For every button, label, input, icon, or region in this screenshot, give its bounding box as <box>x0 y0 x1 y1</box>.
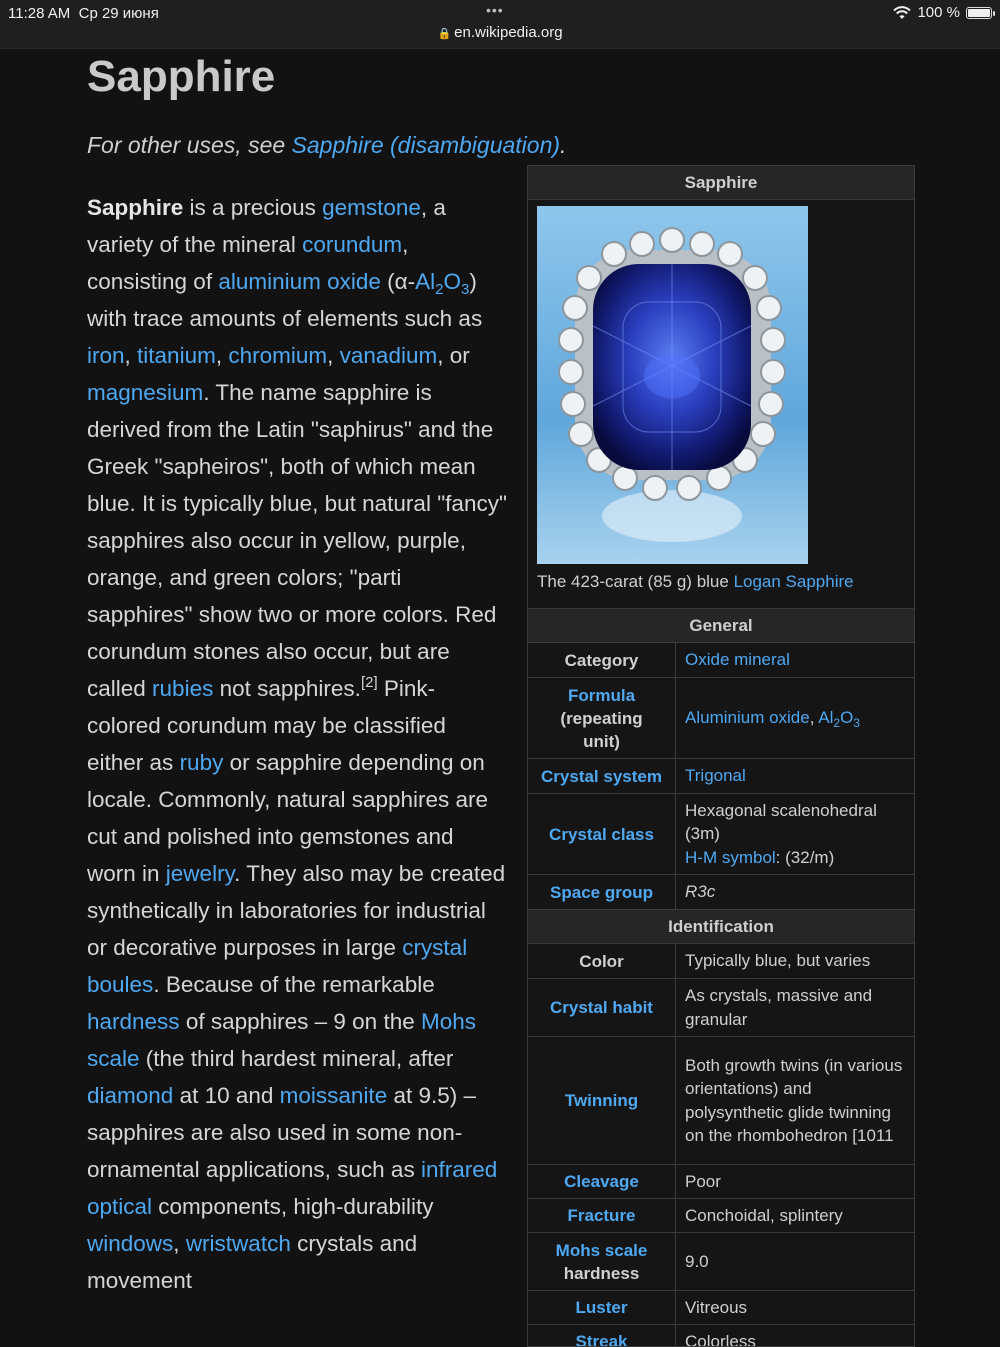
link-vanadium[interactable]: vanadium <box>339 343 438 368</box>
address-bar[interactable] <box>0 24 1000 41</box>
battery-icon <box>966 7 992 19</box>
logan-sapphire-image[interactable] <box>537 206 808 564</box>
link-trigonal[interactable]: Trigonal <box>685 766 746 786</box>
link-gemstone[interactable]: gemstone <box>322 195 421 220</box>
link-al2o3[interactable]: $Al_2O_3$ <box>818 708 860 731</box>
row-fracture <box>528 1199 914 1233</box>
row-cleavage <box>528 1165 914 1199</box>
link-mohs-scale[interactable]: Mohs scale <box>87 1009 477 1071</box>
link-windows[interactable]: windows <box>87 1231 174 1256</box>
status-bar <box>0 0 1000 49</box>
link-chromium[interactable]: chromium <box>228 343 328 368</box>
row-crystal-class: Crystal class Hexagonal scalenohedral (3m) H-M symbol: (32/m) <box>528 794 914 875</box>
link-magnesium[interactable]: magnesium <box>87 380 204 405</box>
link-moissanite[interactable]: moissanite <box>279 1083 388 1108</box>
lock-icon: 🔒 <box>437 28 452 40</box>
cleavage-value: Poor <box>685 1171 721 1191</box>
link-infrared-optical[interactable]: infrared optical <box>87 1157 498 1219</box>
image-caption: The 423-carat (85 g) blue Logan Sapphire <box>537 572 854 591</box>
row-luster <box>528 1291 914 1325</box>
streak-value: Colorless <box>685 1331 756 1347</box>
link-aluminium-oxide-infobox[interactable]: Aluminium oxide <box>685 708 810 728</box>
label-mohs-hardness: Mohs scale hardness <box>528 1233 676 1290</box>
link-iron[interactable]: iron <box>87 343 125 368</box>
link-aluminium-oxide[interactable]: aluminium oxide <box>218 269 381 294</box>
label-category: Category <box>528 643 676 677</box>
section-identification: Identification <box>528 910 914 944</box>
row-crystal-habit <box>528 979 914 1037</box>
row-crystal-system <box>528 759 914 794</box>
status-time: 11:28 AM Ср 29 июня <box>8 5 159 22</box>
disambiguation-link[interactable]: Sapphire (disambiguation) <box>291 132 561 158</box>
twinning-value: Both growth twins (in various orientations) and polysynthetic glide twinning on the rhombohedron [1011 <box>685 1055 903 1145</box>
link-diamond[interactable]: diamond <box>87 1083 174 1108</box>
url-text: en.wikipedia.org <box>454 24 563 41</box>
crystal-habit-value: As crystals, massive and granular <box>685 986 873 1029</box>
link-hm-symbol[interactable]: H-M symbol <box>685 847 776 867</box>
wifi-icon <box>893 6 911 20</box>
link-titanium[interactable]: titanium <box>137 343 216 368</box>
label-crystal-habit[interactable]: Crystal habit <box>528 979 676 1036</box>
label-space-group[interactable]: Space group <box>528 875 676 909</box>
fracture-value: Conchoidal, splintery <box>685 1205 843 1225</box>
infobox <box>527 165 915 1347</box>
label-cleavage[interactable]: Cleavage <box>528 1165 676 1198</box>
link-oxide-mineral[interactable]: Oxide mineral <box>685 650 790 670</box>
page-title: Sapphire <box>87 52 276 101</box>
row-color <box>528 944 914 979</box>
row-mohs-hardness <box>528 1233 914 1291</box>
color-value: Typically blue, but varies <box>685 951 871 971</box>
link-rubies[interactable]: rubies <box>152 676 214 701</box>
row-streak <box>528 1325 914 1347</box>
infobox-image-cell <box>528 200 914 609</box>
battery-percent: 100 % <box>917 4 960 21</box>
luster-value: Vitreous <box>685 1297 748 1317</box>
row-formula: Formula (repeating unit) Aluminium oxide, $Al_2O_3$ <box>528 678 914 759</box>
link-formula[interactable]: $Al_2O_3$ <box>415 269 470 298</box>
infobox-title: Sapphire <box>528 166 914 200</box>
reference-2[interactable]: [2] <box>360 674 378 691</box>
mohs-value: 9.0 <box>685 1251 709 1271</box>
label-twinning[interactable]: Twinning <box>528 1037 676 1164</box>
link-jewelry[interactable]: jewelry <box>165 861 235 886</box>
label-streak[interactable]: Streak <box>528 1325 676 1347</box>
label-luster[interactable]: Luster <box>528 1291 676 1324</box>
row-twinning <box>528 1037 914 1165</box>
link-formula-label[interactable]: Formula <box>567 685 636 705</box>
link-logan-sapphire[interactable]: Logan Sapphire <box>733 572 854 591</box>
link-hardness[interactable]: hardness <box>87 1009 180 1034</box>
label-color: Color <box>528 944 676 978</box>
link-mohs-scale-label[interactable]: Mohs scale <box>555 1240 648 1260</box>
link-ruby[interactable]: ruby <box>179 750 224 775</box>
label-crystal-system[interactable]: Crystal system <box>528 759 676 793</box>
label-crystal-class[interactable]: Crystal class <box>528 794 676 874</box>
label-formula: Formula (repeating unit) <box>528 678 676 758</box>
hatnote: For other uses, see Sapphire (disambiguation). <box>87 132 567 158</box>
link-corundum[interactable]: corundum <box>302 232 403 257</box>
row-category <box>528 643 914 678</box>
label-fracture[interactable]: Fracture <box>528 1199 676 1232</box>
article-paragraph: Sapphire is a precious gemstone, a variety of the mineral corundum, consisting of aluminium oxide $(\alpha-Al_2O_3)$ with trace amounts of elements such as iron, titanium, chromium, vanadium, or magnesium. The name sapphire is derived from the Latin "saphirus" and the Greek "sapheiros", both of which mean blue. It is typically blue, but natural "fancy" sapphires also occur in yellow, purple, orange, and green colors; "parti sapphires" show two or more colors. Red corundum stones also occur, but are called rubies not sapphires.[2] Pink-colored corundum may be classified either as ruby or sapphire depending on locale. Commonly, natural sapphires are cut and polished into gemstones and worn in jewelry. They also may be created synthetically in laboratories for industrial or decorative purposes in large crystal boules. Because of the remarkable hardness of sapphires – 9 on the Mohs scale (the third hardest mineral, after diamond at 10 and moissanite at 9.5) – sapphires are also used in some non-ornamental applications, such as infrared optical components, high-durability windows, wristwatch crystals and movement <box>87 195 507 1293</box>
space-group-value: R3c <box>685 882 716 902</box>
section-general: General <box>528 609 914 643</box>
link-crystal-boules[interactable]: crystal boules <box>87 935 468 997</box>
status-right <box>893 4 992 21</box>
tab-overflow-dots-icon[interactable]: ••• <box>486 2 504 18</box>
link-wristwatch[interactable]: wristwatch <box>185 1231 291 1256</box>
row-space-group <box>528 875 914 910</box>
